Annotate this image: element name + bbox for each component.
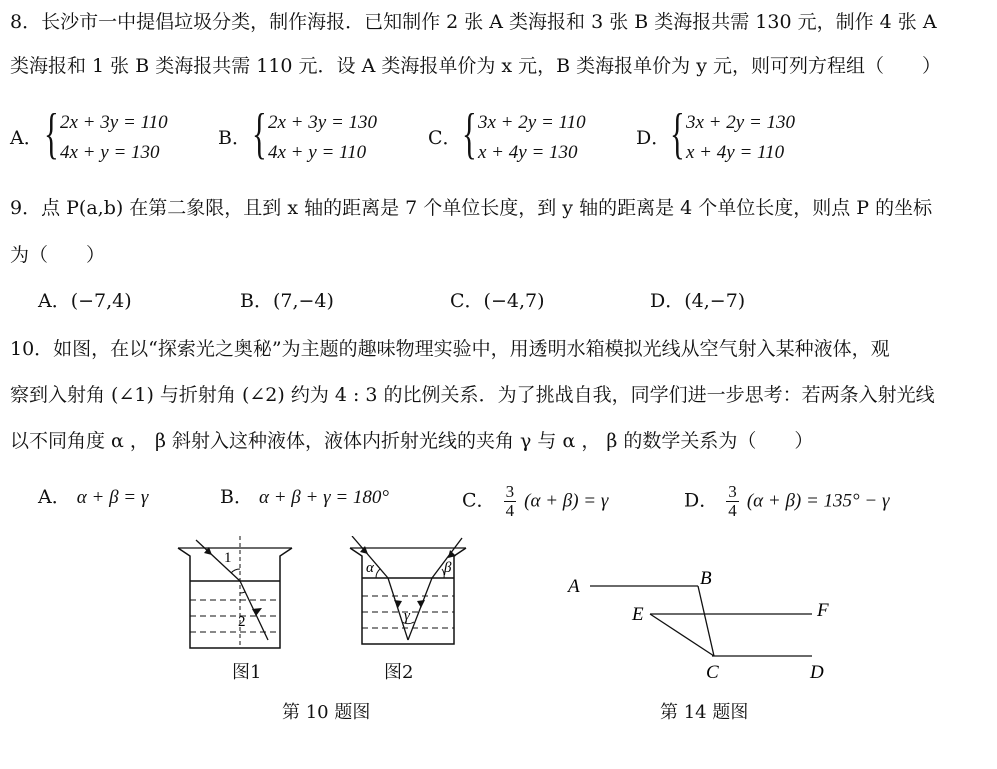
- q10-line3: 以不同角度 α ， β 斜射入这种液体，液体内折射光线的夹角 γ 与 α ， β 的数学关系为（ ）: [10, 430, 814, 452]
- q8-option-d-letter: D．: [636, 127, 671, 149]
- q8-option-c-letter: C．: [428, 127, 462, 149]
- q8-option-c-eq2: x + 4y = 130: [478, 142, 578, 163]
- q10-option-b: [220, 483, 389, 512]
- q10-option-b-letter: B．: [220, 486, 253, 508]
- figure-14-caption: 第 14 题图: [660, 702, 749, 723]
- q10-option-c-fraction: $\frac{3}{4}$: [505, 482, 515, 520]
- figure-2-beta: β: [444, 560, 452, 576]
- figure-2-gamma: γ: [404, 608, 410, 624]
- figure-2-alpha: α: [366, 560, 374, 576]
- figure-1-tank: [176, 536, 296, 652]
- q8-option-b-eq2: 4x + y = 110: [268, 142, 367, 163]
- q8-option-a-eq2: 4x + y = 130: [60, 142, 160, 163]
- q8-option-a-eq1: 2x + 3y = 110: [60, 112, 168, 133]
- q8-line1: 8．长沙市一中提倡垃圾分类，制作海报．已知制作 2 张 A 类海报和 3 张 B 类海报共需 130 元，制作 4 张 A: [10, 11, 937, 33]
- q9-option-b: B．(7,−4): [240, 290, 334, 312]
- figure-14-diagram: [562, 566, 842, 684]
- point-e-label: E: [632, 604, 644, 625]
- q10-option-b-expr: α + β + γ = 180°: [259, 487, 390, 508]
- q10-option-d: [684, 483, 889, 520]
- q10-line2: 察到入射角 (∠1) 与折射角 (∠2) 约为 4 : 3 的比例关系．为了挑战自我，同学们进一步思考：若两条入射光线: [10, 384, 935, 406]
- q8-option-b-eq1: 2x + 3y = 130: [268, 112, 378, 133]
- q10-option-d-letter: D．: [684, 489, 719, 512]
- q10-option-a-letter: A．: [38, 486, 71, 508]
- figure-10-caption: 第 10 题图: [282, 702, 371, 723]
- q8-option-c-eq1: 3x + 2y = 110: [478, 112, 586, 133]
- q8-option-b-letter: B．: [218, 127, 251, 149]
- q10-option-c: [462, 483, 608, 520]
- q10-option-c-letter: C．: [462, 489, 496, 512]
- q10-line1: 10．如图，在以“探索光之奥秘”为主题的趣味物理实验中，用透明水箱模拟光线从空气射入某种液体，观: [10, 338, 890, 360]
- figure-2-caption: 图2: [384, 662, 414, 683]
- q9-option-c: C．(−4,7): [450, 290, 545, 312]
- q10-option-d-fraction: $\frac{3}{4}$: [728, 482, 737, 520]
- q8-option-a-letter: A．: [10, 127, 43, 149]
- figure-1-angle-2: 2: [238, 614, 246, 630]
- q8-option-d-eq2: x + 4y = 110: [686, 142, 785, 163]
- q9-option-a: A．(−7,4): [38, 290, 132, 312]
- point-f-label: F: [817, 600, 829, 621]
- point-d-label: D: [810, 662, 824, 683]
- point-c-label: C: [706, 662, 719, 683]
- point-a-label: A: [568, 576, 580, 597]
- figure-1-angle-1: 1: [224, 550, 232, 566]
- figure-1-caption: 图1: [232, 662, 262, 683]
- q9-line2: 为（ ）: [10, 244, 106, 266]
- point-b-label: B: [700, 568, 712, 589]
- q8-line2: 类海报和 1 张 B 类海报共需 110 元．设 A 类海报单价为 x 元，B 类海报单价为 y 元，则可列方程组（ ）: [10, 55, 941, 77]
- q10-option-d-expr: (α + β) = 135° − γ: [746, 490, 890, 512]
- figure-2-tank: [346, 536, 470, 648]
- q9-option-d: D．(4,−7): [650, 290, 746, 312]
- q10-option-a-expr: α + β = γ: [76, 487, 149, 508]
- q10-option-a: [38, 483, 148, 512]
- q8-option-d-eq1: 3x + 2y = 130: [686, 112, 796, 133]
- q10-option-c-expr: (α + β) = γ: [524, 490, 609, 512]
- q9-line1: 9．点 P(a,b) 在第二象限，且到 x 轴的距离是 7 个单位长度，到 y 轴的距离是 4 个单位长度，则点 P 的坐标: [10, 197, 933, 219]
